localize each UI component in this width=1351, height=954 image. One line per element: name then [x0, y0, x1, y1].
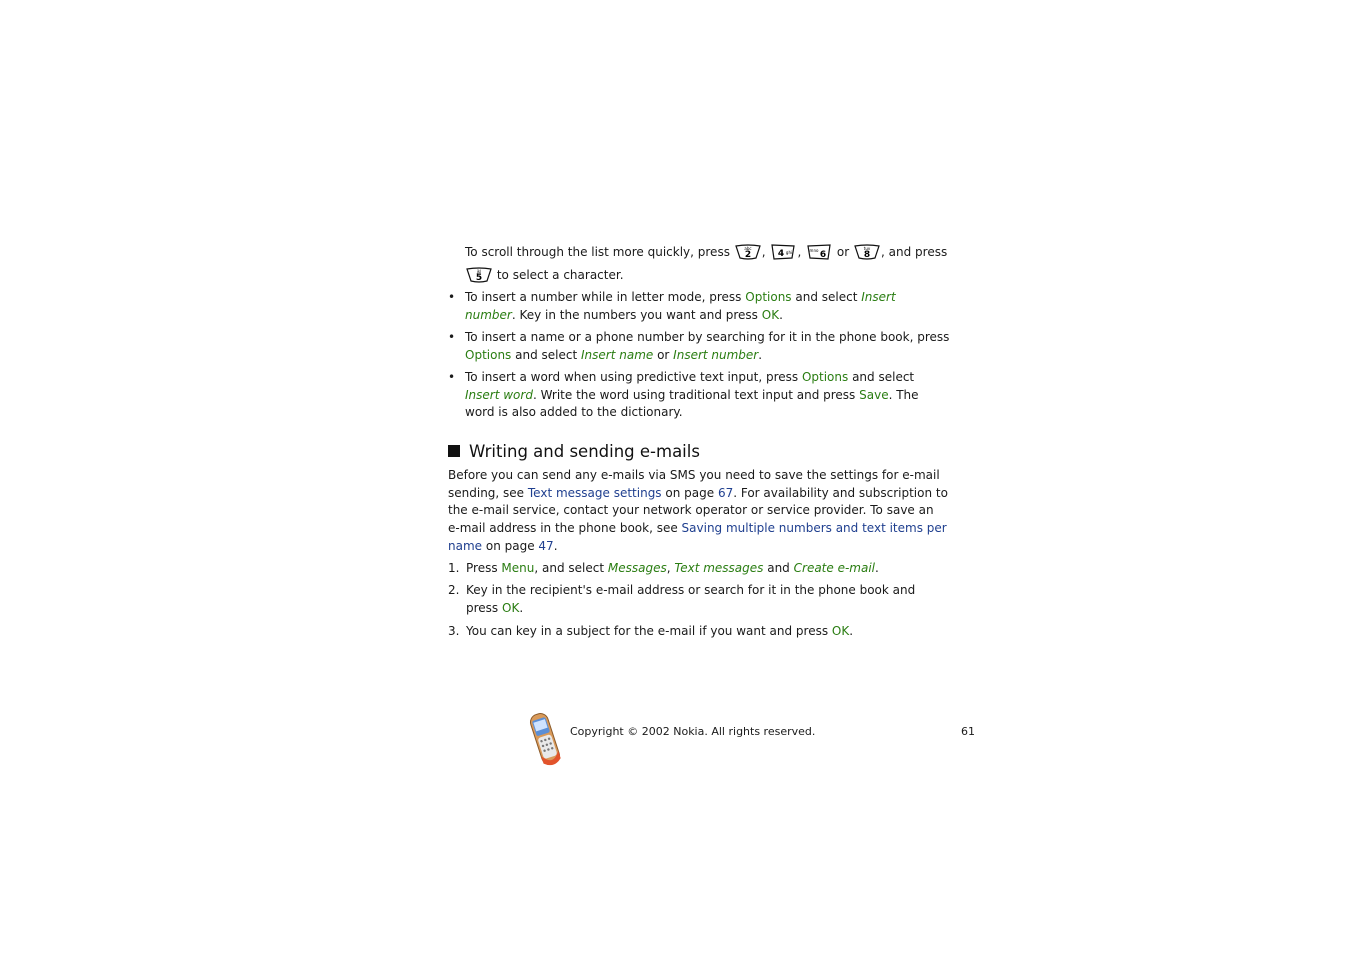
- bullet-1-line-2: number. Key in the numbers you want and press OK.: [465, 308, 783, 322]
- key-8-icon: [854, 244, 880, 260]
- step-2-line-1: Key in the recipient's e-mail address or search for it in the phone book and: [466, 583, 916, 597]
- step-2-line-2: press OK.: [466, 601, 524, 615]
- text-messages-option: Text messages: [674, 561, 764, 575]
- insert-name-option: Insert name: [581, 348, 654, 362]
- svg-text:8: 8: [863, 250, 871, 260]
- scroll-tip-line-1: To scroll through the list more quickly, press 2 abc , 4 ghi , 6 mno or 8 tuv , and press: [465, 245, 948, 260]
- page-number: 61: [961, 725, 975, 738]
- bullet-2-line-2: Options and select Insert name or Insert number.: [465, 348, 763, 362]
- step-number: 3.: [448, 624, 460, 638]
- svg-text:abc: abc: [744, 246, 752, 251]
- step-1: Press Menu, and select Messages, Text messages and Create e-mail.: [466, 561, 879, 575]
- svg-text:ghi: ghi: [786, 250, 793, 255]
- bullet-3-line-3: word is also added to the dictionary.: [465, 405, 683, 419]
- phone-icon: [526, 710, 564, 768]
- svg-text:4: 4: [778, 249, 785, 259]
- bullet-3-line-2: Insert word. Write the word using traditional text input and press Save. The: [465, 388, 919, 402]
- messages-option: Messages: [607, 561, 667, 575]
- step-3: You can key in a subject for the e-mail if you want and press OK.: [466, 624, 854, 638]
- copyright: Copyright © 2002 Nokia. All rights reserved.: [570, 725, 816, 738]
- insert-word-option: Insert word: [465, 388, 533, 402]
- bullet-dot: •: [448, 290, 456, 304]
- bullet-dot: •: [448, 330, 456, 344]
- key-4-icon: [770, 244, 796, 260]
- options-softkey: Options: [465, 348, 512, 362]
- ok-softkey: OK: [761, 308, 780, 322]
- insert-number-option: Insert: [861, 290, 896, 304]
- svg-text:2: 2: [744, 250, 751, 260]
- svg-text:6: 6: [819, 250, 827, 260]
- section-heading: [448, 441, 700, 463]
- ok-softkey: OK: [831, 624, 850, 638]
- svg-text:5: 5: [475, 273, 483, 283]
- scroll-tip-line-2: 5 jkl to select a character.: [465, 266, 624, 284]
- key-5-icon: [466, 267, 492, 283]
- paragraph-line-2: sending, see Text message settings on page 67. For availability and subscription to: [448, 486, 948, 500]
- paragraph-line-3: the e-mail service, contact your network operator or service provider. To save an: [448, 503, 934, 517]
- menu-softkey: Menu: [501, 561, 535, 575]
- key-6-icon: [806, 244, 832, 260]
- create-email-option: Create e-mail: [793, 561, 875, 575]
- link-page-47[interactable]: 47: [538, 539, 554, 553]
- scroll-tip-text: To scroll through the list more quickly, press: [465, 245, 730, 259]
- bullet-1-line-1: To insert a number while in letter mode, press Options and select Insert: [465, 290, 896, 304]
- paragraph-line-4: e-mail address in the phone book, see Saving multiple numbers and text items per: [448, 521, 947, 535]
- link-page-67[interactable]: 67: [717, 486, 734, 500]
- square-bullet-icon: [448, 445, 460, 457]
- key-2-icon: [735, 244, 761, 260]
- svg-text:tuv: tuv: [863, 246, 871, 251]
- options-softkey: Options: [745, 290, 792, 304]
- bullet-3-line-1: To insert a word when using predictive text input, press Options and select: [465, 370, 915, 384]
- paragraph-line-1: Before you can send any e-mails via SMS you need to save the settings for e-mail: [448, 468, 940, 482]
- step-number: 2.: [448, 583, 460, 597]
- step-number: 1.: [448, 561, 460, 575]
- link-saving-multiple-numbers-cont[interactable]: name: [448, 539, 483, 553]
- link-saving-multiple-numbers[interactable]: Saving multiple numbers and text items per: [681, 521, 947, 535]
- svg-text:mno: mno: [809, 248, 819, 253]
- section-title: Writing and sending e-mails: [469, 442, 700, 461]
- bullet-dot: •: [448, 370, 456, 384]
- paragraph-line-5: name on page 47.: [448, 539, 558, 553]
- link-text-message-settings[interactable]: Text message settings: [527, 486, 662, 500]
- bullet-2-line-1: To insert a name or a phone number by searching for it in the phone book, press: [465, 330, 950, 344]
- ok-softkey: OK: [502, 601, 520, 615]
- options-softkey: Options: [801, 370, 849, 384]
- svg-text:jkl: jkl: [476, 269, 482, 274]
- insert-number-option: Insert number: [673, 348, 759, 362]
- save-softkey: Save: [859, 388, 889, 402]
